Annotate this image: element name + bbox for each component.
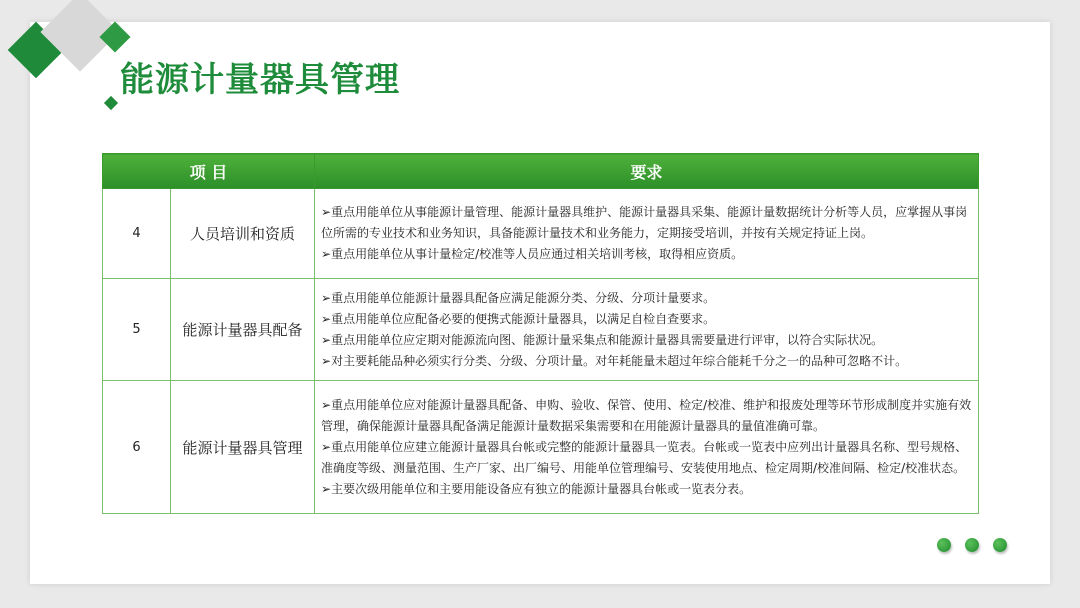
requirements-table [102,153,979,514]
requirement-line: ➢重点用能单位从事能源计量管理、能源计量器具维护、能源计量器具采集、能源计量数据统计分析等人员，应掌握从事岗位所需的专业技术和业务知识，具备能源计量技术和业务能力，定期接受培训，并按有关规定持证上岗。 [321,205,968,240]
decorative-dot [937,538,951,552]
row-item: 人员培训和资质 [171,189,315,279]
requirement-line: ➢对主要耗能品种必须实行分类、分级、分项计量。对年耗能量未超过年综合能耗千分之一的品种可忽略不计。 [321,353,908,368]
requirement-line: ➢重点用能单位应建立能源计量器具台帐或完整的能源计量器具一览表。台帐或一览表中应列出计量器具名称、型号规格、准确度等级、测量范围、生产厂家、出厂编号、用能单位管理编号、安装使用地点、检定周期/校准间隔、检定/校准状态。 [321,439,968,475]
row-number: 4 [103,189,171,279]
decorative-dot [965,538,979,552]
requirement-line: ➢重点用能单位应对能源计量器具配备、申购、验收、保管、使用、检定/校准、维护和报废处理等环节形成制度并实施有效管理，确保能源计量器具配备满足能源计量数据采集需要和在用能源计量器具的量值准确可靠。 [321,397,972,433]
column-header-item: 项 目 [103,154,315,189]
row-requirements [315,279,979,381]
requirement-line: ➢重点用能单位能源计量器具配备应满足能源分类、分级、分项计量要求。 [321,290,716,305]
page-title: 能源计量器具管理 [120,60,400,100]
row-item: 能源计量器具配备 [171,279,315,381]
table-row [103,381,979,514]
row-item: 能源计量器具管理 [171,381,315,514]
requirement-line: ➢重点用能单位应配备必要的便携式能源计量器具，以满足自检自查要求。 [321,311,716,326]
table-row [103,189,979,279]
row-requirements [315,381,979,514]
table-header-row [103,154,979,189]
row-number: 5 [103,279,171,381]
row-requirements [315,189,979,279]
requirement-line: ➢重点用能单位应定期对能源流向图、能源计量采集点和能源计量器具需要量进行评审，以符合实际状况。 [321,332,884,347]
table-row [103,279,979,381]
requirement-line: ➢重点用能单位从事计量检定/校准等人员应通过相关培训考核，取得相应资质。 [321,247,744,261]
row-number: 6 [103,381,171,514]
decorative-diamond [104,96,118,110]
column-header-requirements: 要求 [315,154,979,189]
decorative-dot [993,538,1007,552]
requirement-line: ➢主要次级用能单位和主要用能设备应有独立的能源计量器具台帐或一览表分表。 [321,481,752,496]
